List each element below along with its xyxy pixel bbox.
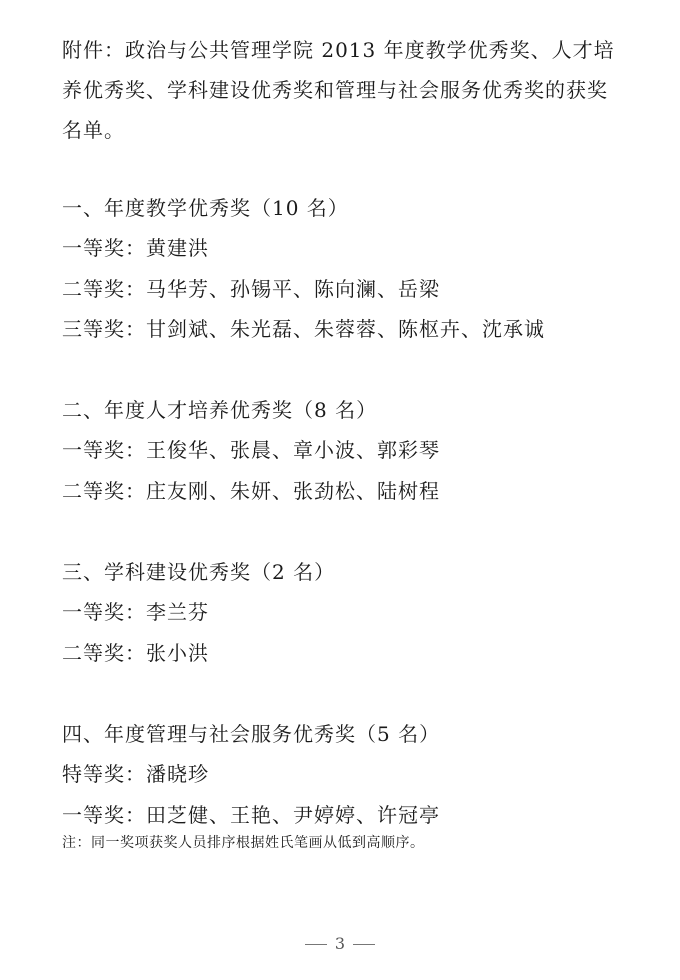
section-talent-training-award: [62, 390, 642, 511]
award-row: [62, 228, 642, 269]
award-names: 黄建洪: [146, 236, 209, 260]
award-row: [62, 795, 642, 836]
footer-dash-right: [353, 944, 375, 945]
award-row: [62, 633, 642, 674]
section-teaching-award: [62, 188, 642, 350]
award-row: [62, 309, 642, 350]
award-level-label: 一等奖：: [62, 236, 146, 260]
intro-paragraph: 附件：政治与公共管理学院 2013 年度教学优秀奖、人才培养优秀奖、学科建设优秀奖和管理与社会服务优秀奖的获奖名单。: [62, 38, 615, 142]
award-level-label: 一等奖：: [62, 600, 146, 624]
footer-dash-left: [305, 944, 327, 945]
award-level-label: 二等奖：: [62, 640, 146, 665]
award-names: 潘晓珍: [146, 762, 209, 786]
section-heading: 二、年度人才培养优秀奖（8 名）: [62, 398, 378, 422]
award-level-label: 一等奖：: [62, 802, 146, 827]
section-heading: 一、年度教学优秀奖（10 名）: [62, 196, 349, 220]
section-heading: 四、年度管理与社会服务优秀奖（5 名）: [62, 722, 441, 746]
award-names: 马华芳、孙锡平、陈向澜、岳梁: [146, 276, 440, 301]
award-level-label: 二等奖：: [62, 276, 146, 301]
award-row: [62, 592, 642, 633]
section-heading: 三、学科建设优秀奖（2 名）: [62, 560, 336, 584]
award-level-label: 特等奖：: [62, 762, 146, 786]
award-names: 甘剑斌、朱光磊、朱蓉蓉、陈枢卉、沈承诚: [146, 317, 545, 341]
award-names: 张小洪: [146, 640, 209, 665]
award-row: [62, 471, 642, 512]
award-names: 李兰芬: [146, 600, 209, 624]
award-names: 田芝健、王艳、尹婷婷、许冠亭: [146, 802, 440, 827]
award-level-label: 三等奖：: [62, 317, 146, 341]
page-footer: [0, 932, 680, 956]
award-level-label: 二等奖：: [62, 478, 146, 503]
section-management-service-award: [62, 714, 642, 835]
award-level-label: 一等奖：: [62, 438, 146, 462]
award-names: 庄友刚、朱妍、张劲松、陆树程: [146, 478, 440, 503]
footnote: 注：同一奖项获奖人员排序根据姓氏笔画从低到高顺序。: [62, 835, 425, 851]
page-number: 3: [334, 934, 346, 953]
award-row: [62, 430, 642, 471]
section-discipline-building-award: [62, 552, 642, 673]
award-row: [62, 754, 642, 795]
award-row: [62, 269, 642, 310]
award-names: 王俊华、张晨、章小波、郭彩琴: [146, 438, 440, 462]
